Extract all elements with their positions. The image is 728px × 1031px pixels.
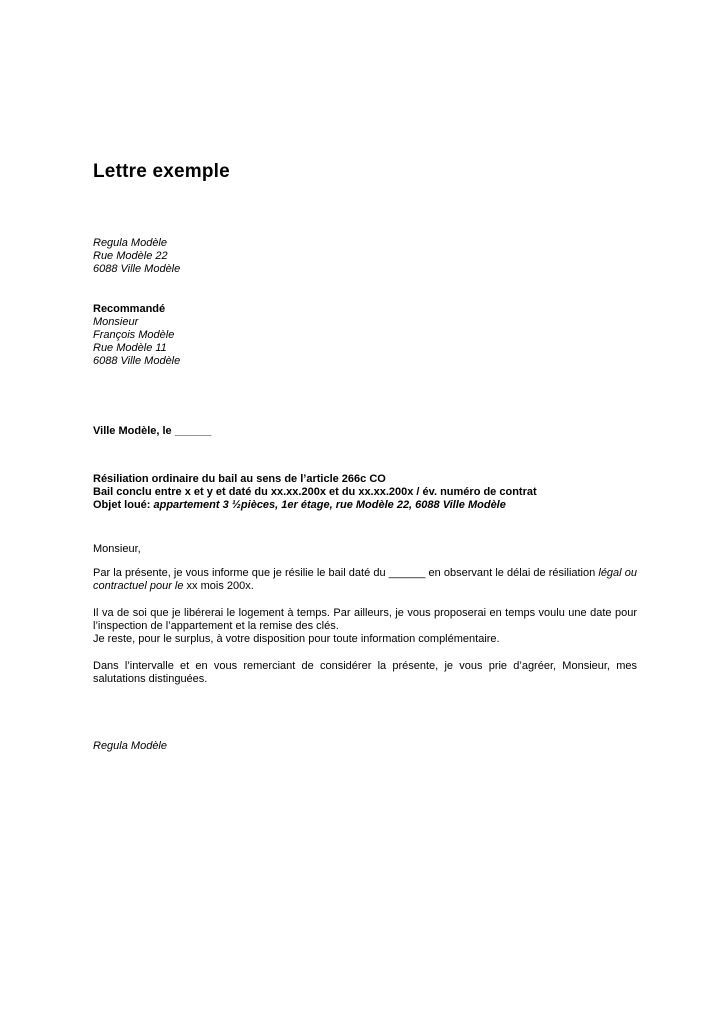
para2-line-handover: Il va de soi que je libérerai le logement à temps. Par ailleurs, je vous proposerai en temps voulu une date pour l’inspection de l’appartement et la remise des clés. xyxy=(93,607,637,632)
subject-line-contract: Bail conclu entre x et y et daté du xx.xx.200x et du xx.xx.200x / év. numéro de contrat xyxy=(93,486,537,498)
subject-object-value: appartement 3 ½pièces, 1er étage, rue Modèle 22, 6088 Ville Modèle xyxy=(153,499,506,511)
sender-name: Regula Modèle xyxy=(93,237,167,249)
delivery-method-label: Recommandé xyxy=(93,303,166,315)
recipient-block xyxy=(93,303,637,368)
place-date-line: Ville Modèle, le ______ xyxy=(93,425,212,437)
salutation: Monsieur, xyxy=(93,543,141,555)
body-paragraph-3: Dans l’intervalle et en vous remerciant de considérer la présente, je vous prie d’agréer, Monsieur, mes salutations distinguées. xyxy=(93,660,637,685)
recipient-city: 6088 Ville Modèle xyxy=(93,355,181,367)
para2-line-contact: Je reste, pour le surplus, à votre disposition pour toute information complémentaire. xyxy=(93,633,500,645)
signature: Regula Modèle xyxy=(93,740,167,752)
recipient-salutation: Monsieur xyxy=(93,316,139,328)
para1-text-start: Par la présente, je vous informe que je résilie le bail daté du ______ en observant le délai de résiliation xyxy=(93,567,599,579)
body-paragraph-2 xyxy=(93,607,637,646)
body-paragraph-1 xyxy=(93,567,637,593)
recipient-street: Rue Modèle 11 xyxy=(93,342,167,354)
sender-block xyxy=(93,237,637,276)
subject-line-termination: Résiliation ordinaire du bail au sens de l’article 266c CO xyxy=(93,473,386,485)
para1-italic-text: légal ou contractuel pour le xyxy=(93,567,637,592)
recipient-name: François Modèle xyxy=(93,329,175,341)
letter-title: Lettre exemple xyxy=(93,161,230,182)
subject-object-label: Objet loué: xyxy=(93,499,154,511)
sender-street: Rue Modèle 22 xyxy=(93,250,168,262)
subject-block xyxy=(93,473,637,512)
subject-line-object xyxy=(93,499,637,512)
para1-text-end: xx mois 200x. xyxy=(183,580,254,592)
sender-city: 6088 Ville Modèle xyxy=(93,263,181,275)
